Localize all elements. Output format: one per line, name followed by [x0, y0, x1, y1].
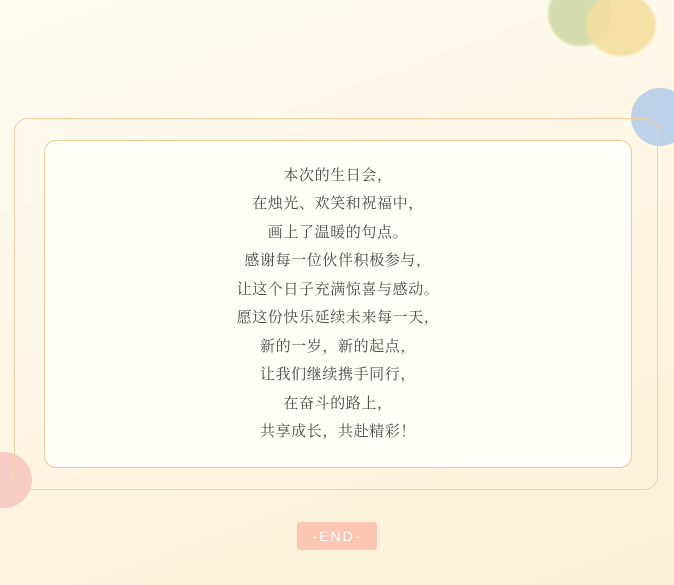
decorative-blob-green — [548, 0, 612, 46]
poem-line: 让这个日子充满惊喜与感动。 — [236, 280, 440, 298]
poem-line: 让我们继续携手同行， — [259, 366, 416, 383]
message-card — [44, 140, 632, 468]
poem-line: 感谢每一位伙伴积极参与， — [244, 252, 432, 269]
end-badge: -END- — [297, 522, 377, 550]
poem-text — [213, 162, 464, 447]
poem-line: 愿这份快乐延续未来每一天， — [236, 309, 440, 326]
poem-line: 画上了温暖的句点。 — [267, 223, 409, 241]
decorative-blob-yellow — [586, 0, 656, 56]
poem-line: 共享成长，共赴精彩！ — [259, 423, 416, 440]
poem-line: 在奋斗的路上， — [283, 394, 393, 412]
poem-line: 新的一岁，新的起点， — [259, 337, 416, 355]
poem-line: 本次的生日会， — [283, 166, 393, 184]
poem-line: 在烛光、欢笑和祝福中， — [252, 195, 424, 212]
